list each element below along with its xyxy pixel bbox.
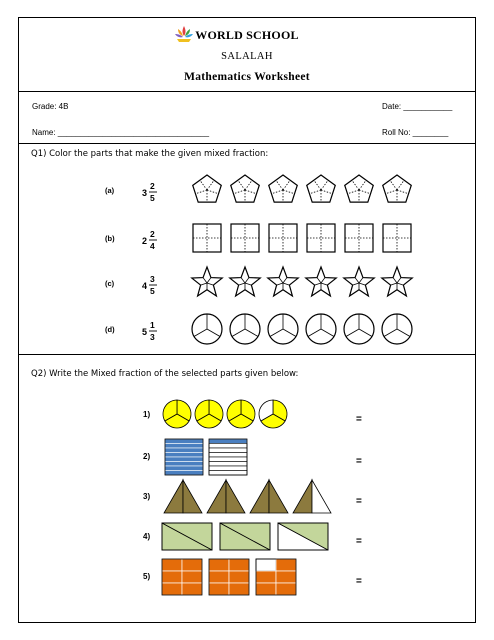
q2-row-5	[143, 559, 362, 595]
grid-cell	[276, 583, 296, 595]
mixed-fraction-whole: 3	[142, 188, 148, 198]
mixed-fraction-whole: 5	[142, 327, 148, 337]
bar-strip	[165, 439, 203, 444]
bar-strip	[209, 439, 247, 444]
q1-row-label: (d)	[105, 325, 115, 334]
mixed-fraction-whole: 4	[142, 281, 148, 291]
triangle-half	[312, 480, 331, 513]
q2-figures	[19, 18, 475, 618]
worksheet	[18, 17, 476, 623]
grid-cell	[182, 571, 202, 583]
mixed-fraction-numerator: 3	[150, 274, 155, 284]
triangle-half	[183, 480, 202, 513]
grid-cell	[162, 571, 182, 583]
bar-strip	[209, 462, 247, 467]
grid-cell	[162, 559, 182, 571]
q2-row-label: 5)	[143, 572, 151, 581]
triangle-half	[293, 480, 312, 513]
roll-no-field[interactable]: Roll No: ________	[382, 128, 449, 137]
grid-cell	[256, 571, 276, 583]
q1-row-label: (c)	[105, 279, 115, 288]
q2-row-2	[143, 439, 362, 475]
mixed-fraction-denominator: 5	[150, 193, 155, 203]
grid-cell	[229, 583, 249, 595]
grid-cell	[209, 559, 229, 571]
grid-cell	[256, 583, 276, 595]
q2-prompt: Q2) Write the Mixed fraction of the selected parts given below:	[31, 369, 299, 379]
bar-strip	[165, 444, 203, 449]
mixed-fraction-numerator: 1	[150, 320, 155, 330]
q2-row-label: 4)	[143, 532, 151, 541]
equals-sign: =	[356, 576, 362, 587]
bar-strip	[209, 466, 247, 471]
grid-cell	[276, 559, 296, 571]
mixed-fraction-whole: 2	[142, 236, 148, 246]
grid-cell	[162, 583, 182, 595]
mixed-fraction-denominator: 5	[150, 286, 155, 296]
bar-strip	[209, 453, 247, 458]
q1-row-label: (a)	[105, 186, 115, 195]
equals-sign: =	[356, 496, 362, 507]
name-field[interactable]: Name: __________________________________	[32, 128, 210, 137]
bar-strip	[165, 448, 203, 453]
q2-row-4	[143, 523, 362, 550]
equals-sign: =	[356, 456, 362, 467]
triangle-half	[269, 480, 288, 513]
equals-sign: =	[356, 414, 362, 425]
mixed-fraction-numerator: 2	[150, 181, 155, 191]
q1-row-label: (b)	[105, 234, 115, 243]
bar-strip	[209, 457, 247, 462]
school-name: WORLD SCHOOL	[195, 28, 299, 42]
bar-strip	[209, 471, 247, 476]
q2-row-3	[143, 480, 362, 513]
grid-cell	[209, 583, 229, 595]
bar-strip	[165, 457, 203, 462]
grid-cell	[229, 559, 249, 571]
mixed-fraction-denominator: 3	[150, 332, 155, 342]
grade-label: Grade: 4B	[32, 102, 69, 111]
q2-row-label: 3)	[143, 492, 151, 501]
mixed-fraction-numerator: 2	[150, 229, 155, 239]
grid-cell	[182, 583, 202, 595]
mixed-fraction-denominator: 4	[150, 241, 155, 251]
triangle-half	[207, 480, 226, 513]
grid-cell	[209, 571, 229, 583]
bar-strip	[165, 453, 203, 458]
bar-strip	[209, 448, 247, 453]
date-field[interactable]: Date: ___________	[382, 102, 453, 111]
grid-cell	[229, 571, 249, 583]
q2-row-label: 1)	[143, 410, 151, 419]
q2-row-label: 2)	[143, 452, 151, 461]
triangle-half	[226, 480, 245, 513]
grid-cell	[182, 559, 202, 571]
bar-strip	[165, 471, 203, 476]
bar-strip	[209, 444, 247, 449]
triangle-half	[250, 480, 269, 513]
worksheet-title: Mathematics Worksheet	[184, 71, 310, 83]
bar-strip	[165, 462, 203, 467]
q2-row-1	[143, 400, 362, 428]
school-city: SALALAH	[221, 51, 273, 62]
q1-prompt: Q1) Color the parts that make the given mixed fraction:	[31, 149, 269, 159]
grid-cell	[256, 559, 276, 571]
triangle-half	[164, 480, 183, 513]
equals-sign: =	[356, 536, 362, 547]
grid-cell	[276, 571, 296, 583]
bar-strip	[165, 466, 203, 471]
